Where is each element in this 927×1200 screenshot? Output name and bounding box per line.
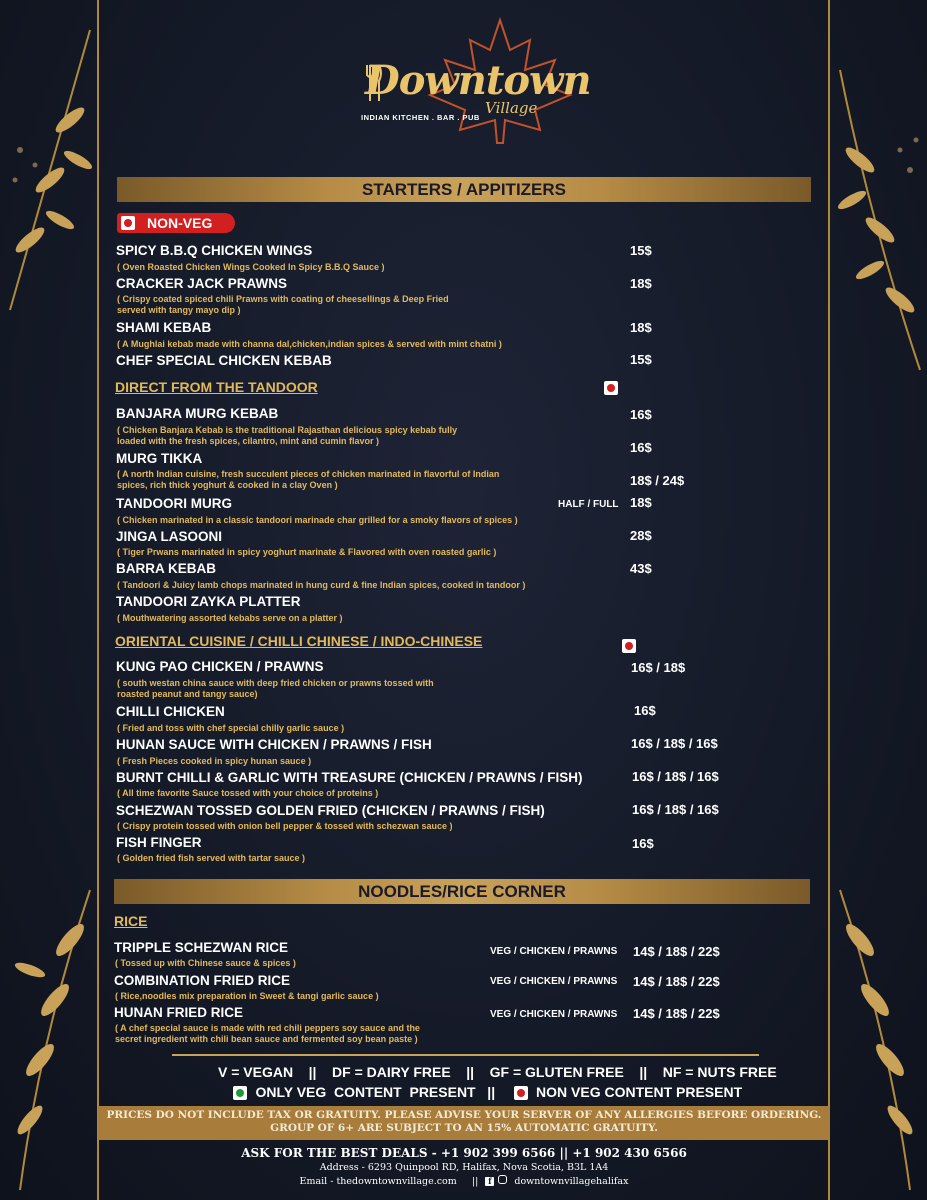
facebook-icon: f (485, 1177, 494, 1186)
variant-label: VEG / CHICKEN / PRAWNS (490, 946, 618, 957)
menu-item-price: 16$ (630, 407, 652, 422)
menu-item-desc: ( Golden fried fish served with tartar sauce ) (117, 853, 306, 863)
menu-item-name: CHILLI CHICKEN (116, 704, 225, 719)
menu-item-desc: ( Chicken Banjara Kebab is the traditional Rajasthan delicious spicy kebab fully loaded with the fresh spices, cilantro, mint and cumin flavor ) (117, 425, 458, 446)
left-bottom-leaf-decoration (0, 880, 100, 1200)
restaurant-logo (355, 15, 591, 155)
menu-item-desc: ( A north Indian cuisine, fresh succulent pieces of chicken marinated in flavorful of Indian spices, rich thick yoghurt & cooked in a clay Oven ) (117, 469, 500, 490)
legend-divider (172, 1054, 759, 1056)
menu-item-name: TANDOORI MURG (116, 496, 232, 511)
menu-item-price: 14$ / 18$ / 22$ (633, 1006, 720, 1021)
content-legend (233, 1084, 742, 1102)
menu-item-price: 28$ (630, 528, 652, 543)
nonveg-dot-icon (604, 381, 618, 395)
menu-item-desc: ( Oven Roasted Chicken Wings Cooked In Spicy B.B.Q Sauce ) (117, 262, 385, 272)
menu-item-desc: ( Chicken marinated in a classic tandoori marinade char grilled for a smoky flavors of spices ) (117, 515, 518, 525)
menu-item-name: SPICY B.B.Q CHICKEN WINGS (116, 243, 313, 258)
rice-subheading: RICE (114, 913, 148, 929)
gratuity-notice (98, 1106, 830, 1140)
menu-item-desc: ( A chef special sauce is made with red chili peppers soy sauce and the secret ingredient with chili bean sauce and fermented soy bean paste ) (115, 1023, 420, 1044)
instagram-icon (498, 1175, 507, 1184)
notice-line-1: PRICES DO NOT INCLUDE TAX OR GRATUITY. PLEASE ADVISE YOUR SERVER OF ANY ALLERGIES BEFORE ORDERING. (106, 1109, 822, 1121)
menu-item-name: SHAMI KEBAB (116, 320, 212, 335)
menu-item-desc: ( Crispy protein tossed with onion bell pepper & tossed with schezwan sauce ) (117, 821, 453, 831)
logo-name: Downtown (365, 57, 591, 104)
menu-item-desc: ( Fresh Pieces cooked in spicy hunan sauce ) (117, 756, 312, 766)
menu-item-desc: ( Crispy coated spiced chili Prawns with coating of cheesellings & Deep Fried served with tangy mayo dip ) (117, 294, 449, 315)
oriental-subheading: ORIENTAL CUISINE / CHILLI CHINESE / INDO-CHINESE (115, 633, 483, 649)
notice-line-2: GROUP OF 6+ ARE SUBJECT TO AN 15% AUTOMATIC GRATUITY. (270, 1122, 658, 1134)
menu-item-price: 43$ (630, 561, 652, 576)
logo-tagline: INDIAN KITCHEN . BAR . PUB (361, 113, 480, 122)
menu-item-name: JINGA LASOONI (116, 529, 223, 544)
left-top-leaf-decoration (0, 20, 100, 320)
nonveg-legend-label: NON VEG CONTENT PRESENT (536, 1084, 743, 1100)
nonveg-dot-icon (121, 216, 135, 230)
social-handle: downtownvillagehalifax (514, 1176, 629, 1187)
menu-item-price: 15$ (630, 352, 652, 367)
menu-item-name: BANJARA MURG KEBAB (116, 406, 279, 421)
menu-item-desc: ( Rice,noodles mix preparation in Sweet & tangi garlic sauce ) (115, 991, 379, 1001)
nonveg-dot-icon (514, 1086, 528, 1100)
dietary-legend: V = VEGAN || DF = DAIRY FREE || GF = GLUTEN FREE || NF = NUTS FREE (218, 1064, 777, 1080)
address: Address - 6293 Quinpool RD, Halifax, Nova Scotia, B3L 1A4 (319, 1162, 609, 1173)
variant-label: VEG / CHICKEN / PRAWNS (490, 1009, 618, 1020)
right-bottom-leaf-decoration (830, 880, 927, 1200)
menu-item-price: 18$ (630, 276, 652, 291)
tandoor-subheading: DIRECT FROM THE TANDOOR (115, 379, 318, 395)
menu-item-price: 16$ (632, 836, 654, 851)
veg-legend-label: ONLY VEG CONTENT PRESENT || (255, 1084, 496, 1100)
email-text: Email - thedowntownvillage.com || (299, 1176, 479, 1187)
starters-section-bar: STARTERS / APPITIZERS (117, 177, 811, 202)
menu-item-desc: ( A Mughlai kebab made with channa dal,chicken,indian spices & served with mint chatni ) (117, 339, 502, 349)
menu-item-name: TRIPPLE SCHEZWAN RICE (114, 940, 289, 955)
menu-item-desc: ( Tandoori & Juicy lamb chops marinated in hung curd & fine Indian spices, cooked in tandoor ) (117, 580, 526, 590)
menu-item-name: KUNG PAO CHICKEN / PRAWNS (116, 659, 324, 674)
menu-item-name: BURNT CHILLI & GARLIC WITH TREASURE (CHICKEN / PRAWNS / FISH) (116, 770, 583, 785)
menu-item-desc: ( south westan china sauce with deep fried chicken or prawns tossed with roasted peanut and tangy sauce) (117, 678, 434, 699)
half-full-label: HALF / FULL (558, 499, 619, 510)
menu-item-price: 16$ / 18$ / 16$ (632, 769, 719, 784)
menu-item-name: SCHEZWAN TOSSED GOLDEN FRIED (CHICKEN / PRAWNS / FISH) (116, 803, 545, 818)
logo-sub: Village (485, 99, 538, 117)
nonveg-dot-icon (622, 639, 636, 653)
menu-item-price: 18$ (630, 495, 652, 510)
menu-item-desc: ( Tossed up with Chinese sauce & spices ) (115, 958, 296, 968)
menu-item-price: 14$ / 18$ / 22$ (633, 974, 720, 989)
menu-item-name: FISH FINGER (116, 835, 202, 850)
menu-item-desc: ( Fried and toss with chef special chilly garlic sauce ) (117, 723, 345, 733)
menu-item-name: HUNAN SAUCE WITH CHICKEN / PRAWNS / FISH (116, 737, 432, 752)
menu-item-name: CHEF SPECIAL CHICKEN KEBAB (116, 353, 332, 368)
menu-item-price: 16$ / 18$ (631, 660, 686, 675)
deals-phone: ASK FOR THE BEST DEALS - +1 902 399 6566 || +1 902 430 6566 (241, 1146, 687, 1160)
menu-item-price: 16$ (630, 440, 652, 455)
menu-item-price: 16$ (634, 703, 656, 718)
menu-item-price: 16$ / 18$ / 16$ (632, 802, 719, 817)
menu-item-name: MURG TIKKA (116, 451, 203, 466)
menu-item-price: 18$ (630, 320, 652, 335)
menu-item-desc: ( All time favorite Sauce tossed with your choice of proteins ) (117, 788, 379, 798)
menu-item-name: HUNAN FRIED RICE (114, 1005, 244, 1020)
menu-item-price: 16$ / 18$ / 16$ (631, 736, 718, 751)
variant-label: VEG / CHICKEN / PRAWNS (490, 976, 618, 987)
menu-item-name: TANDOORI ZAYKA PLATTER (116, 594, 301, 609)
menu-item-price: 15$ (630, 243, 652, 258)
contact-line (98, 1175, 830, 1187)
nonveg-badge (117, 213, 235, 233)
menu-item-price: 18$ / 24$ (630, 473, 685, 488)
nonveg-badge-label: NON-VEG (147, 215, 213, 231)
right-top-leaf-decoration (830, 50, 927, 380)
menu-item-name: COMBINATION FRIED RICE (114, 973, 290, 988)
veg-dot-icon (233, 1086, 247, 1100)
menu-item-name: CRACKER JACK PRAWNS (116, 276, 288, 291)
menu-item-desc: ( Mouthwatering assorted kebabs serve on a platter ) (117, 613, 343, 623)
noodles-section-bar: NOODLES/RICE CORNER (114, 879, 810, 904)
menu-item-desc: ( Tiger Prwans marinated in spicy yoghurt marinate & Flavored with oven roasted garlic ) (117, 547, 497, 557)
menu-item-price: 14$ / 18$ / 22$ (633, 944, 720, 959)
menu-item-name: BARRA KEBAB (116, 561, 216, 576)
